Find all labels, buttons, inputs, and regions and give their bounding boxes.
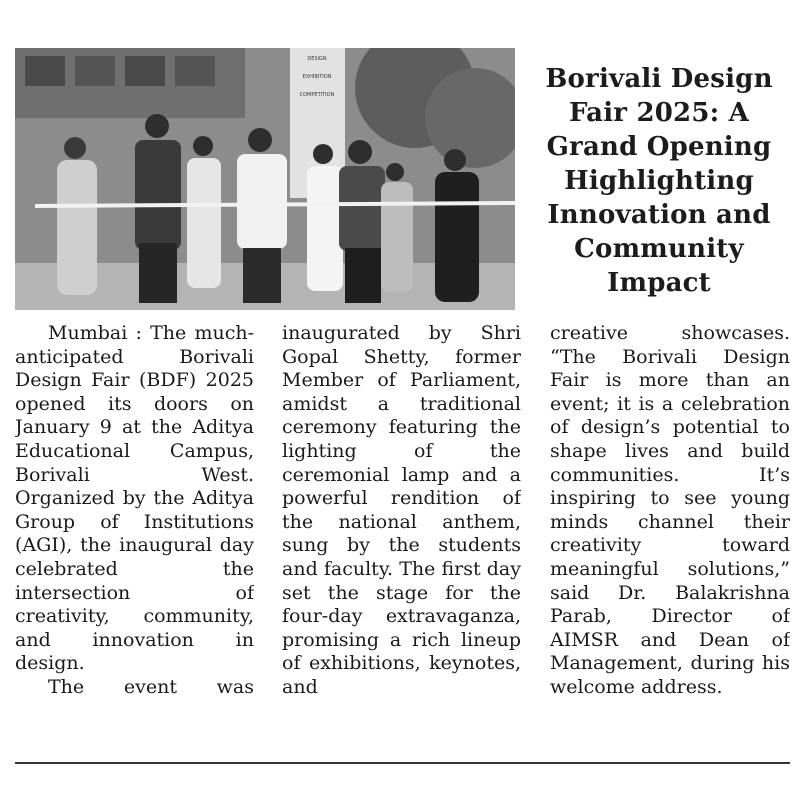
article-paragraph: creative showcases. “The Borivali Design Fair is more than an event; it is a celebration of design’s potential to shape lives and build communities. It’s inspiring to see young minds channel their creativity toward meaningful solutions,” said Dr. Balakrishna Parab, Director of AIMSR and Dean of Management, during his welcome address. — [550, 322, 790, 698]
article-paragraph: The event was — [48, 675, 254, 698]
bottom-divider — [15, 762, 790, 764]
article-column-2 — [282, 322, 521, 754]
article-body — [15, 322, 790, 754]
banner-word: COMPETITION — [299, 92, 335, 98]
banner-word: EXHIBITION — [302, 74, 332, 80]
banner-word: DESIGN — [307, 56, 327, 62]
article-headline: Borivali Design Fair 2025: A Grand Opening Highlighting Innovation and Community Impact — [545, 64, 773, 298]
article-paragraph: inaugurated by Shri Gopal Shetty, former Member of Parliament, amidst a traditional ceremony featuring the lighting of the ceremonial lamp and a powerful rendition of the national anthem, sung by the students and faculty. The first day set the stage for the four-day extravaganza, promising a rich lineup of exhibitions, keynotes, and — [282, 322, 521, 698]
ribbon-cutting-photo — [15, 48, 515, 310]
article-paragraph: Mumbai : The much-anticipated Borivali Design Fair (BDF) 2025 opened its doors on January 9 at the Aditya Educational Campus, Borivali West. Organized by the Aditya Group of Institutions (AGI), the inaugural day celebrated the intersection of creativity, community, and innovation in design. — [15, 322, 254, 675]
article-column-3 — [550, 322, 790, 754]
article-column-1 — [15, 322, 254, 754]
